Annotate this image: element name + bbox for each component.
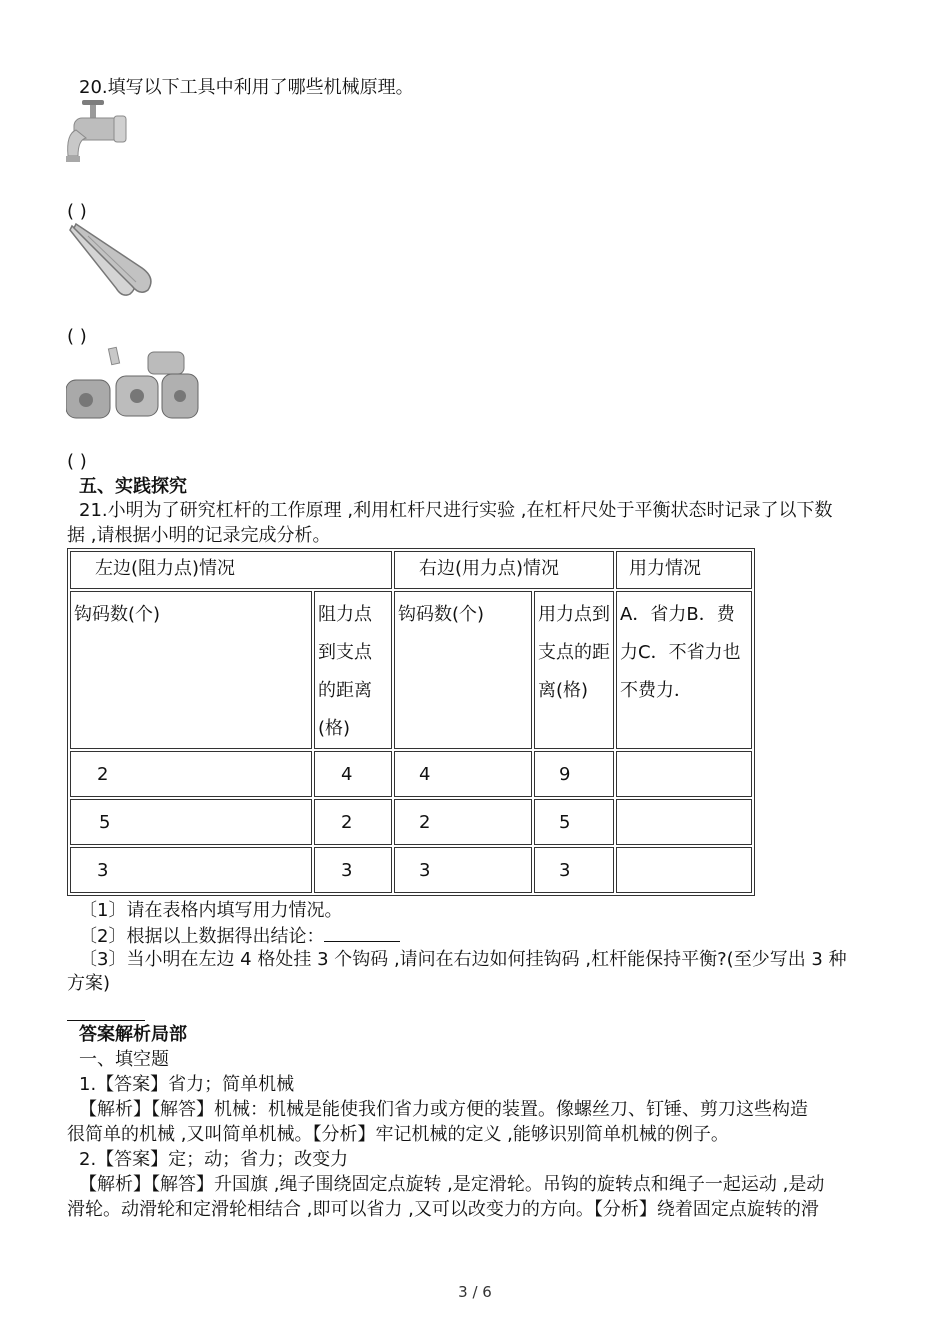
row2-left-dist: 2 — [314, 799, 392, 845]
answer-line[interactable] — [67, 1020, 145, 1021]
row3-right-count: 3 — [394, 847, 532, 893]
faucet-image — [64, 100, 128, 178]
row1-right-dist: 9 — [534, 751, 614, 797]
row2-right-count: 2 — [394, 799, 532, 845]
q21-text-line-1: 21.小明为了研究杠杆的工作原理 ,利用杠杆尺进行实验 ,在杠杆尺处于平衡状态时记录了以下数 — [79, 500, 833, 521]
pencil-sharpener-image — [66, 344, 200, 426]
page-number: 3 / 6 — [458, 1283, 492, 1301]
header-left: 左边(阻力点)情况 — [70, 551, 392, 589]
row1-left-count: 2 — [70, 751, 312, 797]
answer-2: 2.【答案】定；动；省力；改变力 — [79, 1149, 349, 1170]
q20-blank-2[interactable]: ( ) — [67, 326, 87, 347]
force-options: A．省力B．费力C．不省力也不费力． — [616, 591, 752, 749]
col-right-dist: 用力点到支点的距离(格) — [534, 591, 614, 749]
q21-sub-1: 〔1〕请在表格内填写用力情况。 — [79, 900, 343, 921]
q20-blank-1[interactable]: ( ) — [67, 201, 87, 222]
answer-1-explanation-line-1: 【解析】【解答】机械：机械是能使我们省力或方便的装置。像螺丝刀、钉锤、剪刀这些构造 — [79, 1099, 808, 1120]
row1-force-answer[interactable] — [616, 751, 752, 797]
section-heading: 五、实践探究 — [79, 476, 187, 497]
row3-left-count: 3 — [70, 847, 312, 893]
answer-1: 1.【答案】省力；简单机械 — [79, 1074, 295, 1095]
row1-right-count: 4 — [394, 751, 532, 797]
tongs-image — [68, 222, 158, 304]
answers-heading: 答案解析局部 — [79, 1024, 187, 1045]
q21-sub-3-line-2: 方案) — [67, 973, 111, 994]
row1-left-dist: 4 — [314, 751, 392, 797]
answers-section-1: 一、填空题 — [79, 1049, 169, 1070]
q20-title: 20.填写以下工具中利用了哪些机械原理。 — [79, 77, 414, 98]
answer-2-explanation-line-1: 【解析】【解答】升国旗 ,绳子围绕固定点旋转 ,是定滑轮。吊钩的旋转点和绳子一起运动 ,是动 — [79, 1174, 825, 1195]
q20-blank-3[interactable]: ( ) — [67, 451, 87, 472]
q21-text-line-2: 据 ,请根据小明的记录完成分析。 — [67, 525, 331, 546]
col-left-dist: 阻力点到支点的距离(格) — [314, 591, 392, 749]
row2-right-dist: 5 — [534, 799, 614, 845]
row2-force-answer[interactable] — [616, 799, 752, 845]
answer-1-explanation-line-2: 很简单的机械 ,又叫简单机械。【分析】牢记机械的定义 ,能够识别简单机械的例子。 — [67, 1124, 729, 1145]
header-force: 用力情况 — [616, 551, 752, 589]
conclusion-blank[interactable] — [324, 923, 400, 942]
answer-2-explanation-line-2: 滑轮。动滑轮和定滑轮相结合 ,即可以省力 ,又可以改变力的方向。【分析】绕着固定点旋转的滑 — [67, 1199, 819, 1220]
row3-force-answer[interactable] — [616, 847, 752, 893]
header-right: 右边(用力点)情况 — [394, 551, 614, 589]
col-left-count: 钩码数(个) — [70, 591, 312, 749]
row2-left-count: 5 — [70, 799, 312, 845]
row3-left-dist: 3 — [314, 847, 392, 893]
q21-sub-2: 〔2〕根据以上数据得出结论： — [79, 926, 325, 947]
row3-right-dist: 3 — [534, 847, 614, 893]
q21-sub-3-line-1: 〔3〕当小明在左边 4 格处挂 3 个钩码 ,请问在右边如何挂钩码 ,杠杆能保持平衡?(至少写出 3 种 — [79, 949, 847, 970]
lever-data-table — [67, 548, 755, 896]
col-right-count: 钩码数(个) — [394, 591, 532, 749]
